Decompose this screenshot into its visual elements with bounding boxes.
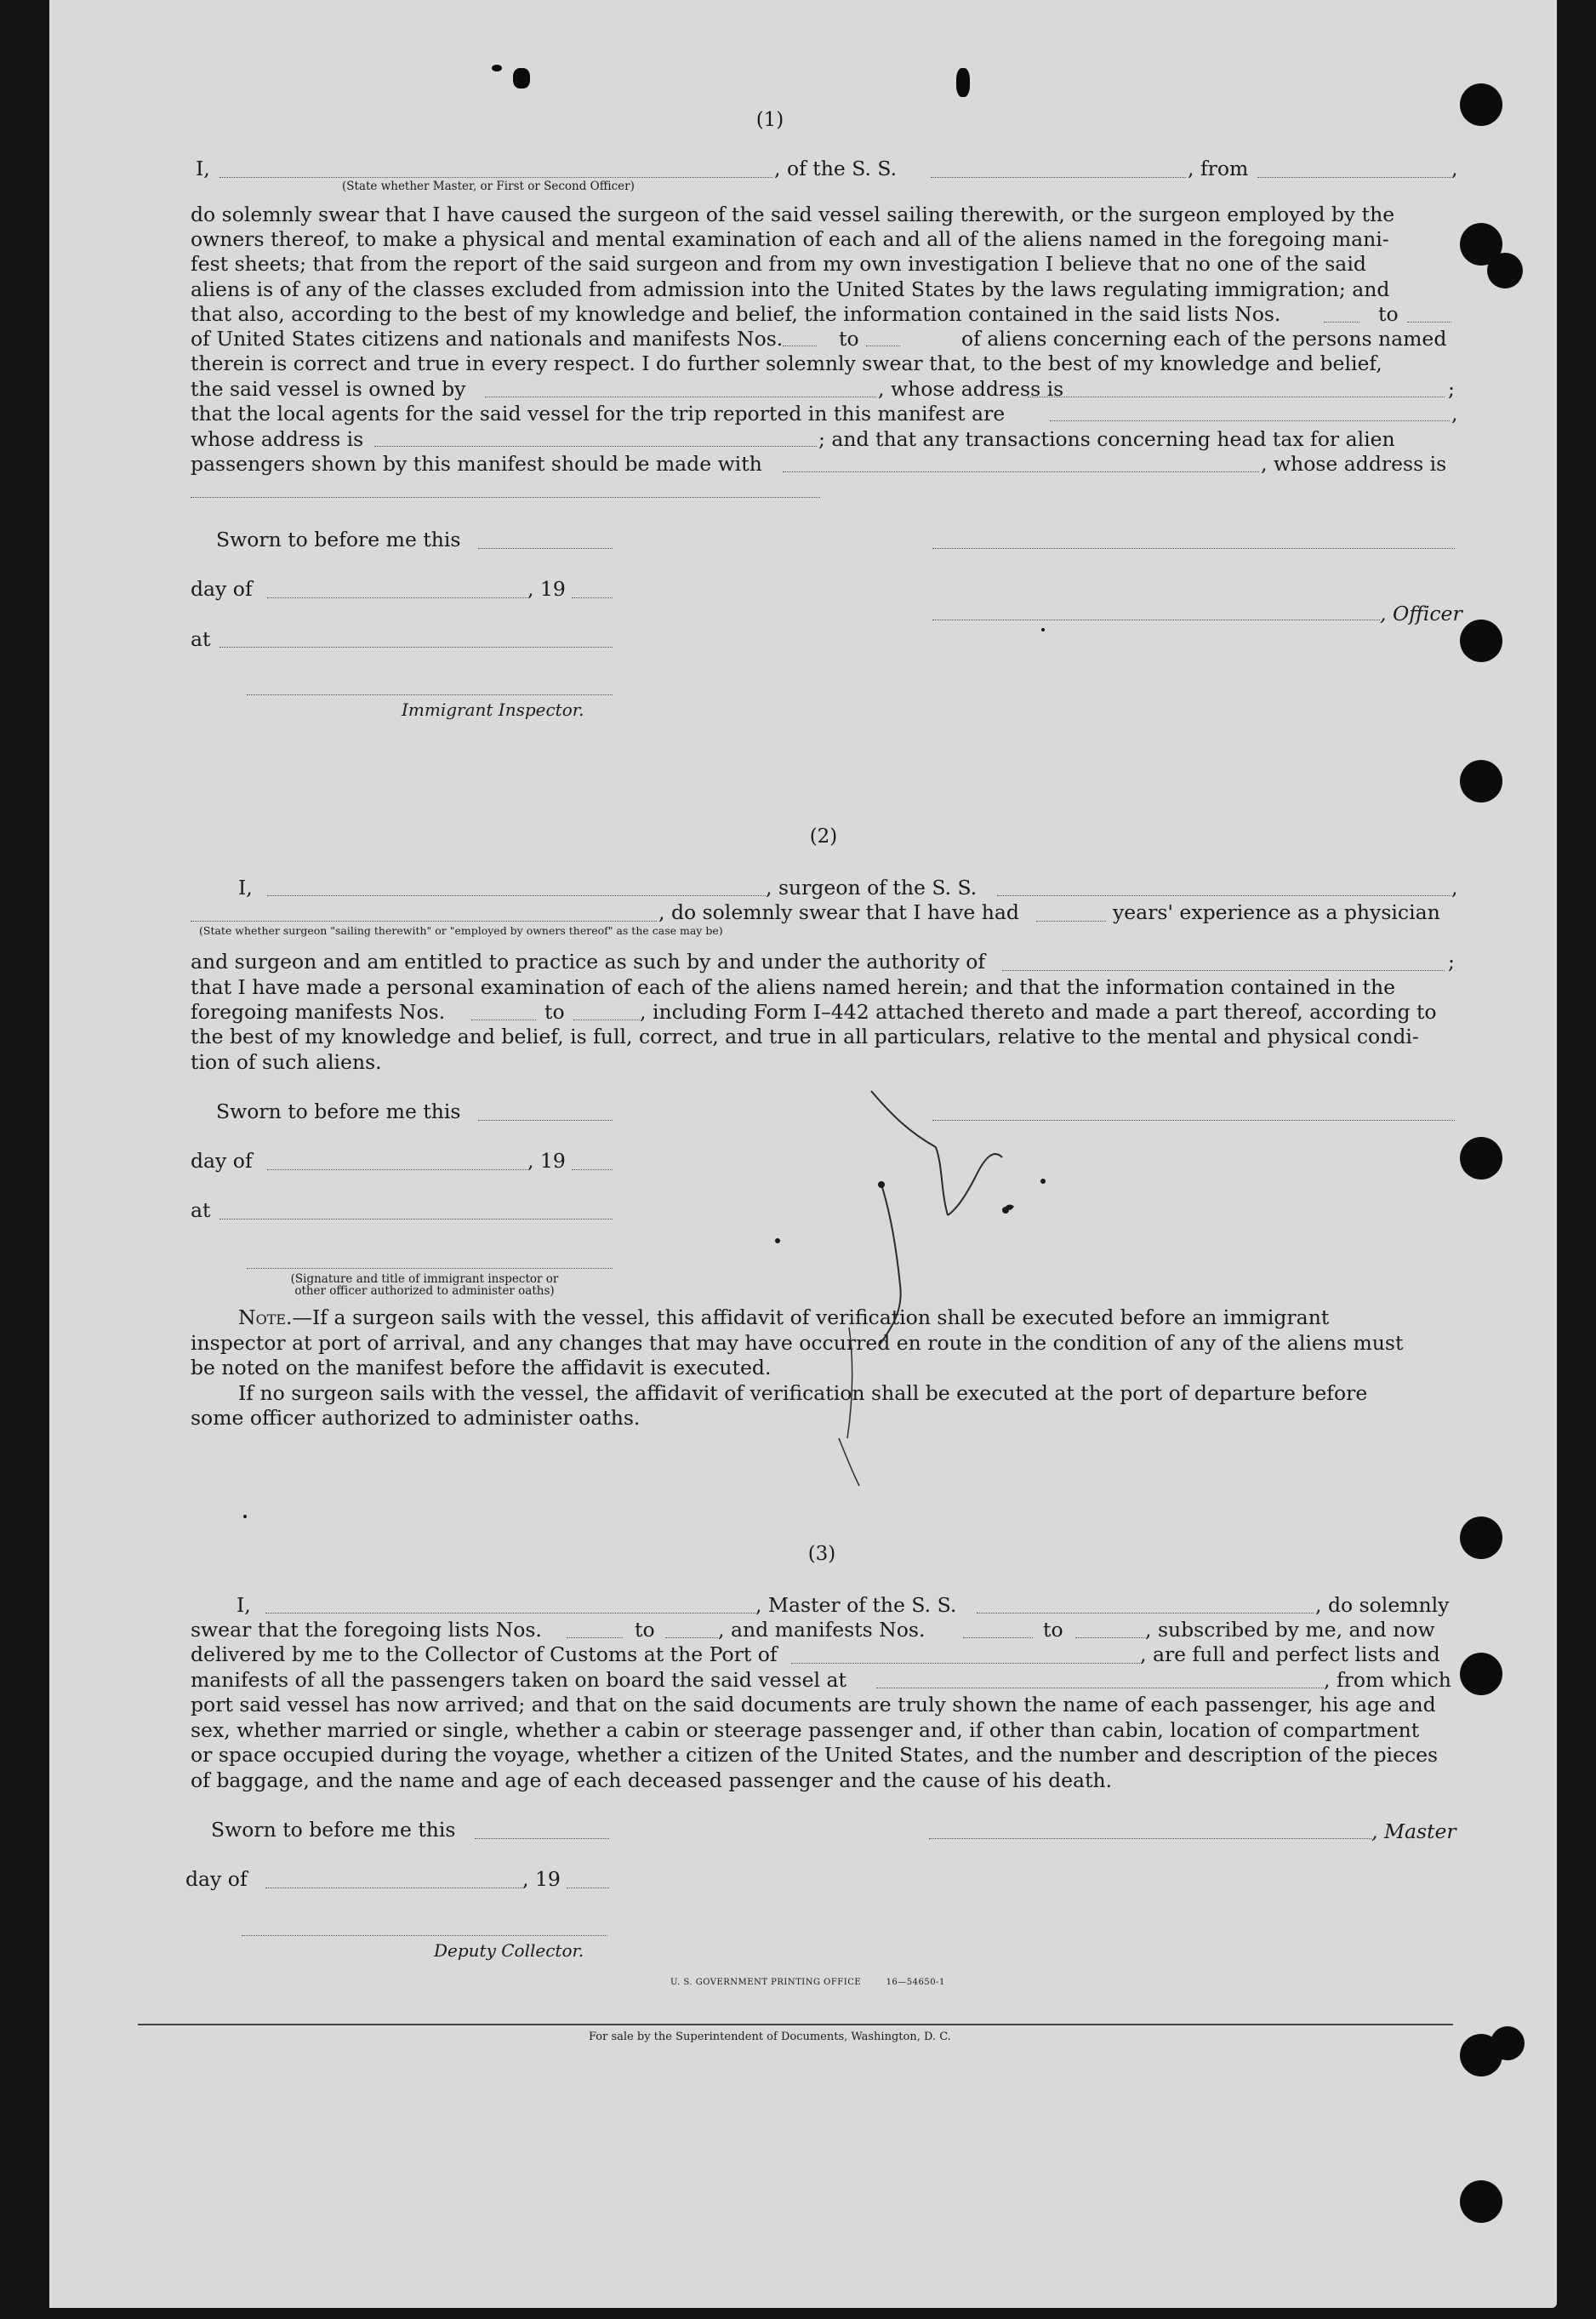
- section-2-line-1: that I have made a personal examination of each of the aliens named herein; and that the information contained in the: [191, 975, 1395, 999]
- section-1-whose-address: , whose address is: [878, 377, 1064, 401]
- section-2-i: I,: [238, 876, 253, 900]
- section-1-to-b: to: [839, 327, 859, 351]
- section-1-at: at: [191, 627, 211, 651]
- section-2-caption: (State whether surgeon "sailing therewith" or "employed by owners thereof" as the case may be): [199, 924, 723, 937]
- section-1-line-2: owners thereof, to make a physical and mental examination of each and all of the aliens named in the foregoing mani-: [191, 227, 1389, 251]
- section-1-i: I,: [196, 157, 210, 180]
- section-2-nineteen: , 19: [527, 1149, 566, 1173]
- section-2-years: years' experience as a physician: [1113, 900, 1440, 924]
- pencil-scribble: [49, 0, 1557, 2308]
- section-2-day-of: day of: [191, 1149, 253, 1173]
- section-2-form: , including Form I–442 attached thereto and made a part thereof, according to: [640, 1000, 1437, 1024]
- section-2-at: at: [191, 1198, 211, 1222]
- section-1-line-8: the said vessel is owned by: [191, 377, 466, 401]
- section-2-to: to: [544, 1000, 565, 1024]
- section-3-number: (3): [807, 1543, 836, 1565]
- section-2-number: (2): [809, 825, 838, 848]
- section-3-day-of: day of: [185, 1867, 248, 1891]
- immigrant-inspector-label: Immigrant Inspector.: [402, 700, 584, 720]
- for-sale-line: For sale by the Superintendent of Documents, Washington, D. C.: [589, 2031, 951, 2043]
- note-line-2: inspector at port of arrival, and any changes that may have occurred en route in the condition of any of the aliens must: [191, 1331, 1404, 1355]
- note-line-4: If no surgeon sails with the vessel, the affidavit of verification shall be executed at the port of departure before: [238, 1381, 1368, 1405]
- section-3-delivered: delivered by me to the Collector of Customs at the Port of: [191, 1642, 778, 1666]
- section-1-line-7: therein is correct and true in every respect. I do further solemnly swear that, to the best of my knowledge and belief,: [191, 351, 1382, 375]
- section-1-line-1: do solemnly swear that I have caused the surgeon of the said vessel sailing therewith, or the surgeon employed by the: [191, 203, 1395, 226]
- section-1-from: , from: [1188, 157, 1249, 180]
- section-1-comma: ,: [1451, 157, 1458, 180]
- section-3-manifests-all: manifests of all the passengers taken on board the said vessel at: [191, 1668, 846, 1692]
- section-1-line-3: fest sheets; that from the report of the said surgeon and from my own investigation I believe that no one of the said: [191, 252, 1366, 276]
- section-3-line-1: port said vessel has now arrived; and that on the said documents are truly shown the name of each passenger, his age and: [191, 1693, 1436, 1716]
- section-2-swear: , do solemnly swear that I have had: [658, 900, 1019, 924]
- section-3-to-b: to: [1043, 1618, 1063, 1642]
- section-3-swear-lists: swear that the foregoing lists Nos.: [191, 1618, 542, 1642]
- sig-caption-2: other officer authorized to administer oaths): [294, 1284, 555, 1298]
- section-1-sworn: Sworn to before me this: [216, 528, 461, 551]
- printing-office-line: U. S. GOVERNMENT PRINTING OFFICE 16—54650-1: [670, 1978, 945, 1987]
- section-1-head-tax: ; and that any transactions concerning head tax for alien: [818, 427, 1395, 451]
- section-1-nineteen: , 19: [527, 577, 566, 601]
- section-3-sworn: Sworn to before me this: [211, 1818, 456, 1842]
- section-3-full-perfect: , are full and perfect lists and: [1140, 1642, 1440, 1666]
- section-3-do-solemnly: , do solemnly: [1315, 1593, 1450, 1617]
- section-3-to-a: to: [635, 1618, 655, 1642]
- section-2-sworn: Sworn to before me this: [216, 1100, 461, 1123]
- section-1-line-5: that also, according to the best of my knowledge and belief, the information contained in the said lists Nos.: [191, 302, 1281, 326]
- form-page: [49, 0, 1557, 2308]
- section-1-aliens-concerning: of aliens concerning each of the persons named: [961, 327, 1447, 351]
- section-2-surgeon-of: , surgeon of the S. S.: [766, 876, 978, 900]
- section-1-caption: (State whether Master, or First or Second Officer): [342, 180, 635, 193]
- section-3-subscribed: , subscribed by me, and now: [1145, 1618, 1435, 1642]
- section-2-line-4: tion of such aliens.: [191, 1050, 382, 1074]
- section-2-line-3: the best of my knowledge and belief, is full, correct, and true in all particulars, relative to the mental and physical condi-: [191, 1025, 1419, 1048]
- section-3-line-2: sex, whether married or single, whether a cabin or steerage passenger and, if other than cabin, location of compartment: [191, 1718, 1420, 1742]
- section-1-line-6: of United States citizens and nationals and manifests Nos.: [191, 327, 784, 351]
- section-1-line-4: aliens is of any of the classes excluded from admission into the United States by the laws regulating immigration; and: [191, 277, 1390, 301]
- section-1-whose-address-end: , whose address is: [1261, 452, 1447, 476]
- section-3-master-of: , Master of the S. S.: [755, 1593, 957, 1617]
- section-1-day-of: day of: [191, 577, 253, 601]
- section-3-from-which: , from which: [1324, 1668, 1451, 1692]
- section-2-line-2: foregoing manifests Nos.: [191, 1000, 446, 1024]
- section-2-comma: ,: [1451, 876, 1458, 900]
- note-line-3: be noted on the manifest before the affidavit is executed.: [191, 1356, 772, 1379]
- section-3-nineteen: , 19: [522, 1867, 561, 1891]
- sig-caption-1: (Signature and title of immigrant inspector or: [290, 1272, 559, 1286]
- section-2-authority: and surgeon and am entitled to practice as such by and under the authority of: [191, 950, 986, 974]
- section-1-line-9: that the local agents for the said vessel for the trip reported in this manifest are: [191, 402, 1006, 426]
- master-label: , Master: [1371, 1819, 1456, 1843]
- deputy-collector-label: Deputy Collector.: [434, 1940, 584, 1961]
- section-3-and-manifests: , and manifests Nos.: [718, 1618, 926, 1642]
- section-1-of-ss: , of the S. S.: [774, 157, 898, 180]
- note-text-1: —If a surgeon sails with the vessel, this affidavit of verification shall be executed before an immigrant: [292, 1305, 1330, 1329]
- section-1-to-a: to: [1378, 302, 1399, 326]
- officer-label: , Officer: [1380, 602, 1462, 625]
- note-line-5: some officer authorized to administer oaths.: [191, 1406, 641, 1430]
- note-label: Note.: [238, 1305, 293, 1329]
- section-1-line-11: passengers shown by this manifest should be made with: [191, 452, 762, 476]
- section-3-line-3: or space occupied during the voyage, whether a citizen of the United States, and the number and description of the pieces: [191, 1743, 1439, 1767]
- section-2-semicolon: ;: [1448, 950, 1455, 974]
- section-1-line-10: whose address is: [191, 427, 364, 451]
- section-1-semicolon: ;: [1448, 377, 1455, 401]
- section-1-comma-b: ,: [1451, 402, 1458, 426]
- section-3-line-4: of baggage, and the name and age of each deceased passenger and the cause of his death.: [191, 1768, 1113, 1792]
- section-1-number: (1): [755, 109, 784, 131]
- section-3-i: I,: [237, 1593, 251, 1617]
